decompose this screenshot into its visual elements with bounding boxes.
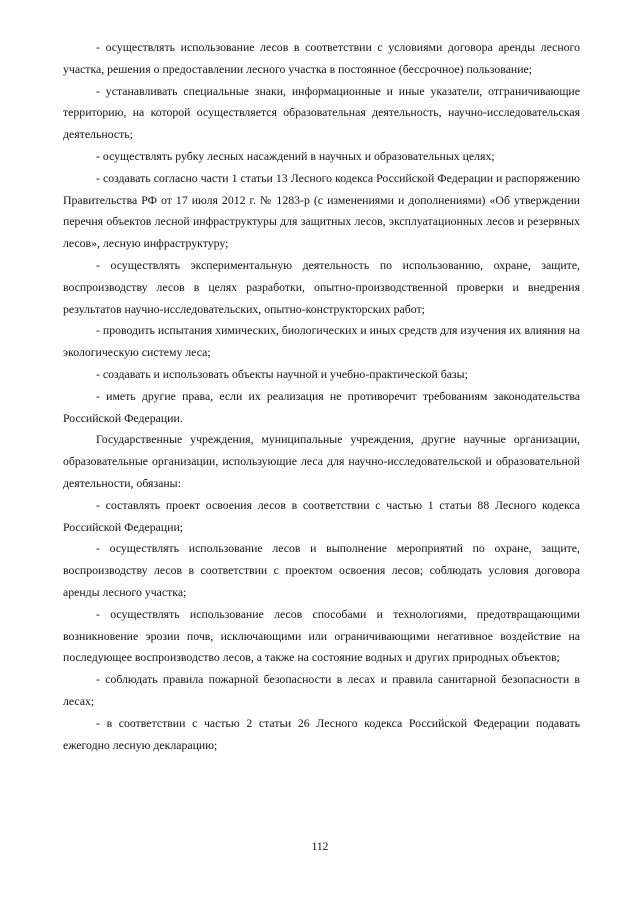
page-number: 112 bbox=[311, 841, 329, 853]
paragraph-12: - осуществлять использование лесов способами и технологиями, предотвращающими возникновение эрозии почв, исключающими или ограничивающими негативное воздействие на последующее воспроизводство лесов, а также на состояние водных и других природных объектов; bbox=[63, 606, 580, 665]
paragraph-5: - осуществлять экспериментальную деятельность по использованию, охране, защите, воспроизводству лесов в целях разработки, опытно-производственной проверки и внедрения результатов научно-исследовательских, опытно-конструкторских работ; bbox=[63, 257, 580, 316]
paragraph-11: - осуществлять использование лесов и выполнение мероприятий по охране, защите, воспроизводству лесов в соответствии с проектом освоения лесов; соблюдать условия договора аренды лесного участка; bbox=[63, 541, 580, 599]
paragraph-14: - в соответствии с частью 2 статьи 26 Лесного кодекса Российской Федерации подавать ежегодно лесную декларацию; bbox=[63, 715, 580, 752]
paragraph-6: - проводить испытания химических, биологических и иных средств для изучения их влияния на экологическую систему леса; bbox=[63, 323, 580, 360]
paragraph-9: Государственные учреждения, муниципальные учреждения, другие научные организации, образовательные организации, использующие леса для научно-исследовательской и образовательной деятельности, обязаны: bbox=[63, 432, 580, 490]
paragraph-13: - соблюдать правила пожарной безопасности в лесах и правила санитарной безопасности в лесах; bbox=[63, 672, 580, 708]
paragraph-4: - создавать согласно части 1 статьи 13 Лесного кодекса Российской Федерации и распоряжению Правительства РФ от 17 июля 2012 г. № 1283-р (с изменениями и дополнениями) «Об утверждении перечня объектов лесной инфраструктуры для защитных лесов, эксплуатационных лесов и резервных лесов», лесную инфраструктуру; bbox=[63, 170, 580, 251]
paragraph-8: - иметь другие права, если их реализация не противоречит требованиям законодательства Российской Федерации. bbox=[63, 388, 580, 425]
paragraph-10: - составлять проект освоения лесов в соответствии с частью 1 статьи 88 Лесного кодекса Российской Федерации; bbox=[63, 497, 580, 534]
document-body bbox=[63, 37, 580, 756]
paragraph-7: - создавать и использовать объекты научной и учебно-практической базы; bbox=[96, 366, 468, 381]
paragraph-2: - устанавливать специальные знаки, информационные и иные указатели, отграничивающие территорию, на которой осуществляется образовательная деятельность, научно-исследовательская деятельность; bbox=[63, 83, 580, 142]
paragraph-1: - осуществлять использование лесов в соответствии с условиями договора аренды лесного участка, решения о предоставлении лесного участка в постоянное (бессрочное) пользование; bbox=[63, 40, 580, 76]
paragraph-3: - осуществлять рубку лесных насаждений в научных и образовательных целях; bbox=[96, 148, 495, 163]
